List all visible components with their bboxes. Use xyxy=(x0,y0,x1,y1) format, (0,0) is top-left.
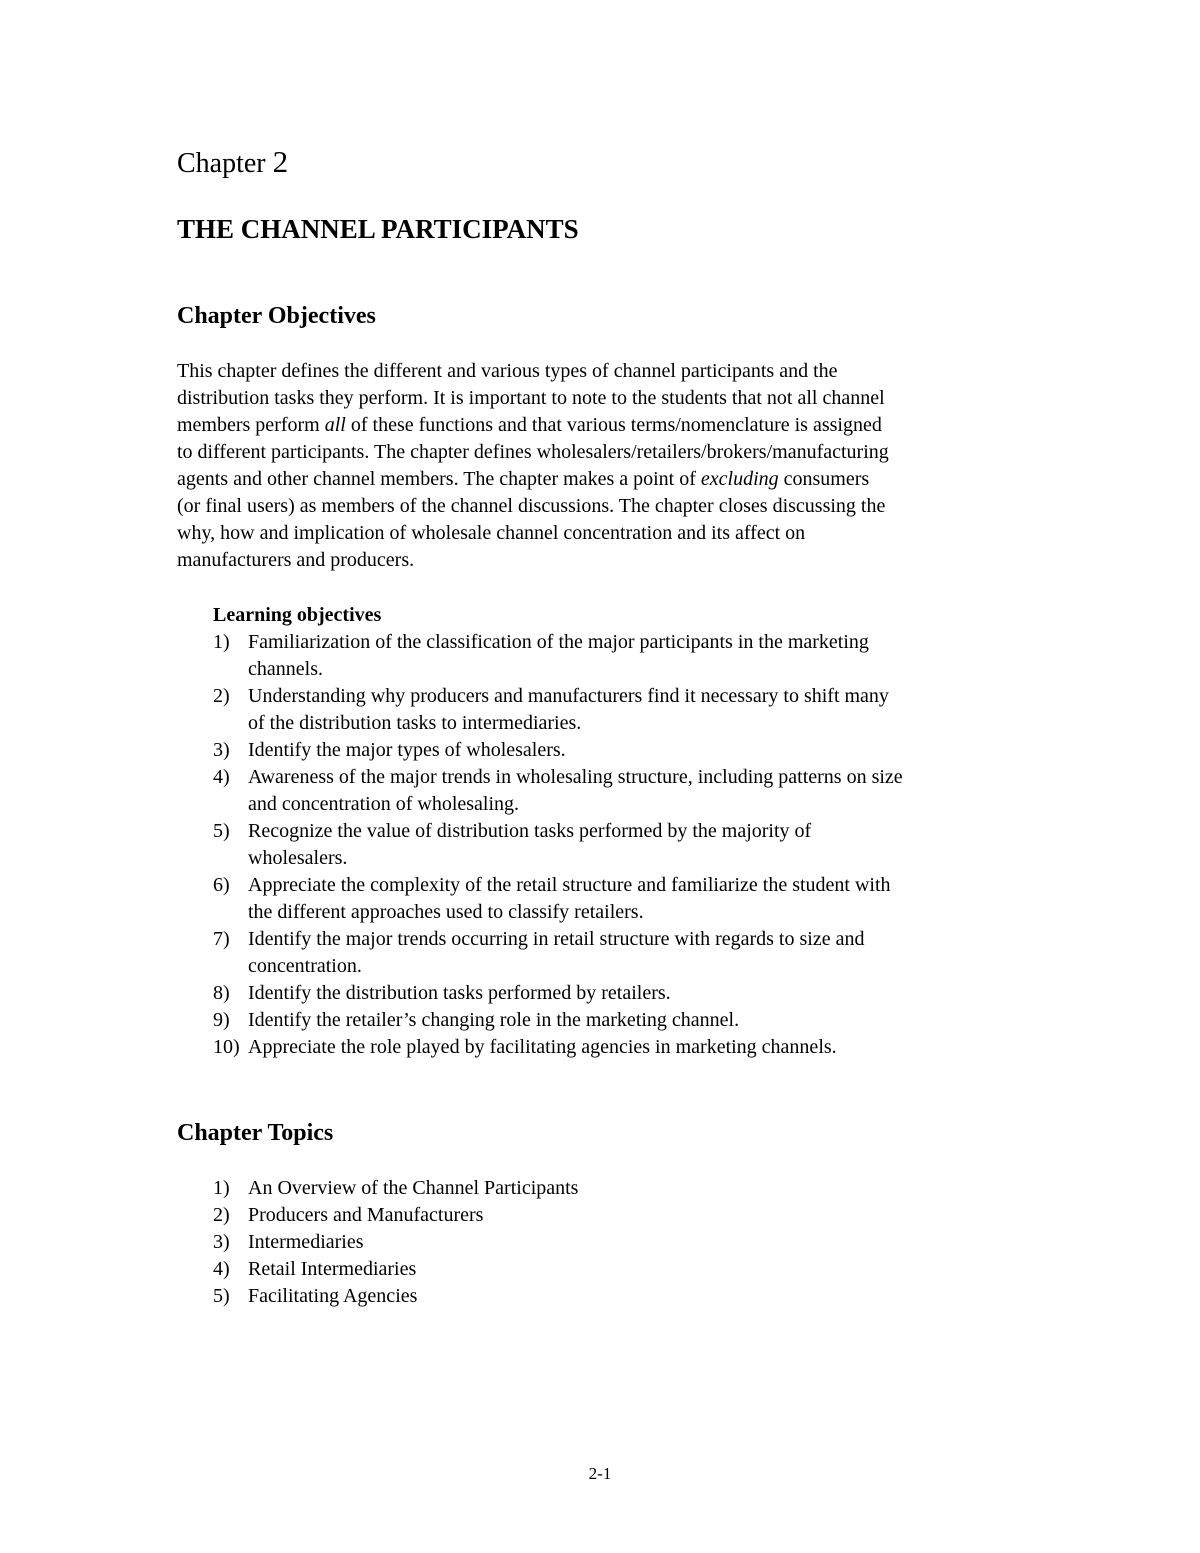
list-item-text: the different approaches used to classify retailers. xyxy=(248,901,644,923)
learning-objective-item xyxy=(213,629,1043,683)
list-number: 10) xyxy=(213,1036,240,1058)
chapter-word: Chapter xyxy=(177,148,266,179)
objectives-heading: Chapter Objectives xyxy=(177,303,376,329)
list-item-text: Intermediaries xyxy=(248,1231,364,1253)
list-item-text: Identify the major trends occurring in retail structure with regards to size and xyxy=(248,928,865,950)
list-number: 2) xyxy=(213,1204,230,1226)
learning-objective-item xyxy=(213,872,1043,926)
chapter-topic-item xyxy=(213,1283,1043,1310)
paragraph-line: agents and other channel members. The chapter makes a point of excluding consumers xyxy=(177,468,870,490)
topics-heading: Chapter Topics xyxy=(177,1120,334,1146)
chapter-topic-item xyxy=(213,1202,1043,1229)
list-item-text: Recognize the value of distribution tasks performed by the majority of xyxy=(248,820,812,842)
list-number: 3) xyxy=(213,1231,230,1253)
list-item-text: Producers and Manufacturers xyxy=(248,1204,484,1226)
learning-objective-item xyxy=(213,926,1043,980)
objectives-paragraph xyxy=(177,358,1037,574)
paragraph-line: members perform all of these functions and that various terms/nomenclature is assigned xyxy=(177,414,882,436)
chapter-label xyxy=(177,142,288,184)
learning-objective-item xyxy=(213,683,1043,737)
list-item-text: An Overview of the Channel Participants xyxy=(248,1177,579,1199)
paragraph-line: distribution tasks they perform. It is important to note to the students that not all channel xyxy=(177,387,885,409)
chapter-topic-item xyxy=(213,1256,1043,1283)
list-item-text: Familiarization of the classification of the major participants in the marketing xyxy=(248,631,869,653)
paragraph-line: to different participants. The chapter defines wholesalers/retailers/brokers/manufacturing xyxy=(177,441,889,463)
learning-objective-item xyxy=(213,764,1043,818)
list-number: 3) xyxy=(213,739,230,761)
list-item-text: of the distribution tasks to intermediaries. xyxy=(248,712,582,734)
learning-objectives-heading: Learning objectives xyxy=(213,604,382,626)
list-item-text: Understanding why producers and manufacturers find it necessary to shift many xyxy=(248,685,889,707)
list-item-text: Appreciate the complexity of the retail structure and familiarize the student with xyxy=(248,874,891,896)
list-number: 6) xyxy=(213,874,230,896)
paragraph-line: why, how and implication of wholesale channel concentration and its affect on xyxy=(177,522,806,544)
list-number: 1) xyxy=(213,1177,230,1199)
learning-objective-item xyxy=(213,1007,1043,1034)
page-number: 2-1 xyxy=(588,1464,612,1483)
list-number: 4) xyxy=(213,1258,230,1280)
learning-objective-item xyxy=(213,737,1043,764)
chapter-number: 2 xyxy=(272,144,289,179)
list-number: 4) xyxy=(213,766,230,788)
list-item-text: channels. xyxy=(248,658,323,680)
chapter-title: THE CHANNEL PARTICIPANTS xyxy=(177,214,579,244)
list-number: 1) xyxy=(213,631,230,653)
paragraph-line: This chapter defines the different and various types of channel participants and the xyxy=(177,360,838,382)
list-item-text: and concentration of wholesaling. xyxy=(248,793,520,815)
list-number: 9) xyxy=(213,1009,230,1031)
list-number: 2) xyxy=(213,685,230,707)
list-item-text: Appreciate the role played by facilitating agencies in marketing channels. xyxy=(248,1036,837,1058)
learning-objective-item xyxy=(213,818,1043,872)
chapter-topic-item xyxy=(213,1229,1043,1256)
learning-objective-item xyxy=(213,980,1043,1007)
learning-objective-item xyxy=(213,1034,1043,1061)
list-number: 8) xyxy=(213,982,230,1004)
chapter-topic-item xyxy=(213,1175,1043,1202)
list-item-text: Retail Intermediaries xyxy=(248,1258,417,1280)
list-number: 5) xyxy=(213,1285,230,1307)
list-item-text: Identify the major types of wholesalers. xyxy=(248,739,566,761)
list-number: 5) xyxy=(213,820,230,842)
emphasis-text: all xyxy=(324,414,346,436)
learning-objectives-list xyxy=(213,629,1043,1061)
list-item-text: Identify the distribution tasks performed by retailers. xyxy=(248,982,671,1004)
list-item-text: Facilitating Agencies xyxy=(248,1285,418,1307)
list-number: 7) xyxy=(213,928,230,950)
list-item-text: concentration. xyxy=(248,955,362,977)
list-item-text: wholesalers. xyxy=(248,847,348,869)
chapter-topics-list xyxy=(213,1175,1043,1310)
list-item-text: Identify the retailer’s changing role in the marketing channel. xyxy=(248,1009,740,1031)
list-item-text: Awareness of the major trends in wholesaling structure, including patterns on size xyxy=(248,766,903,788)
emphasis-text: excluding xyxy=(700,468,779,490)
paragraph-line: manufacturers and producers. xyxy=(177,549,415,571)
paragraph-line: (or final users) as members of the channel discussions. The chapter closes discussing the xyxy=(177,495,886,517)
